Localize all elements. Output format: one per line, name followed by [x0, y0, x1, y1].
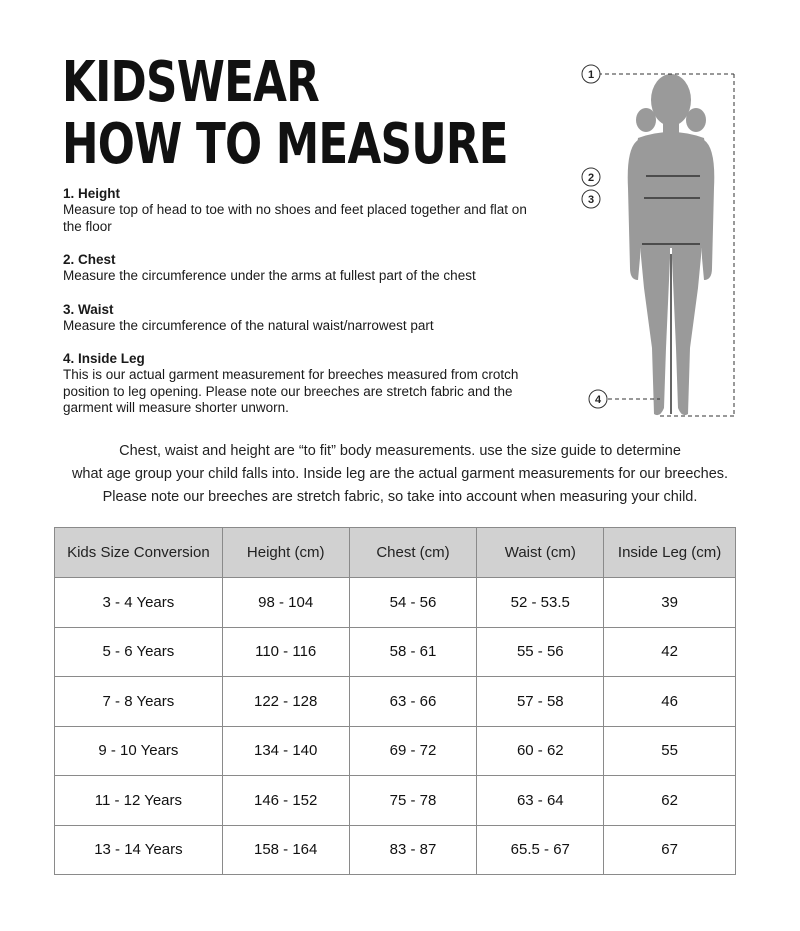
- table-cell: 13 - 14 Years: [55, 825, 223, 875]
- step-text: Measure the circumference of the natural waist/narrowest part: [63, 317, 434, 333]
- child-silhouette-figure: [560, 58, 760, 428]
- step-inside-leg: [63, 351, 533, 417]
- table-cell: 83 - 87: [349, 825, 477, 875]
- table-cell: 3 - 4 Years: [55, 578, 223, 628]
- table-cell: 46: [604, 677, 736, 727]
- step-heading: 4. Inside Leg: [63, 351, 145, 366]
- marker-4-label: 4: [594, 394, 602, 406]
- step-height: [63, 186, 533, 235]
- title-line-how-to-measure: HOW TO MEASURE: [62, 112, 508, 177]
- column-header-chest: Chest (cm): [349, 528, 477, 578]
- table-cell: 146 - 152: [222, 776, 349, 826]
- note-line-1: Chest, waist and height are “to fit” body measurements. use the size guide to determine: [119, 443, 681, 459]
- table-row: [55, 627, 736, 677]
- table-cell: 57 - 58: [477, 677, 604, 727]
- step-heading: 2. Chest: [63, 252, 116, 267]
- column-header-height: Height (cm): [222, 528, 349, 578]
- table-cell: 54 - 56: [349, 578, 477, 628]
- table-cell: 63 - 64: [477, 776, 604, 826]
- table-cell: 65.5 - 67: [477, 825, 604, 875]
- table-cell: 75 - 78: [349, 776, 477, 826]
- column-header-inside-leg: Inside Leg (cm): [604, 528, 736, 578]
- table-cell: 98 - 104: [222, 578, 349, 628]
- measurement-instructions: [63, 186, 533, 434]
- size-chart-table: [54, 527, 736, 875]
- column-header-size: Kids Size Conversion: [55, 528, 223, 578]
- page-title: [62, 52, 508, 176]
- table-row: [55, 776, 736, 826]
- table-cell: 9 - 10 Years: [55, 726, 223, 776]
- table-row: [55, 825, 736, 875]
- step-text: Measure top of head to toe with no shoes and feet placed together and flat on the floor: [63, 202, 527, 234]
- table-cell: 158 - 164: [222, 825, 349, 875]
- step-text: Measure the circumference under the arms at fullest part of the chest: [63, 268, 476, 283]
- table-row: [55, 677, 736, 727]
- table-row: [55, 578, 736, 628]
- table-cell: 5 - 6 Years: [55, 627, 223, 677]
- marker-1-label: 1: [587, 69, 595, 81]
- table-cell: 39: [604, 578, 736, 628]
- step-waist: [63, 302, 533, 335]
- table-cell: 122 - 128: [222, 677, 349, 727]
- step-text: This is our actual garment measurement for breeches measured from crotch position to leg opening. Please note our breeches are stretch fabric and the garment will measure shorter unworn.: [63, 367, 519, 415]
- marker-3-label: 3: [587, 194, 595, 206]
- column-header-waist: Waist (cm): [477, 528, 604, 578]
- table-cell: 60 - 62: [477, 726, 604, 776]
- table-cell: 55: [604, 726, 736, 776]
- marker-2-label: 2: [587, 172, 595, 184]
- step-heading: 1. Height: [63, 186, 121, 201]
- table-cell: 110 - 116: [222, 627, 349, 677]
- table-cell: 7 - 8 Years: [55, 677, 223, 727]
- table-cell: 11 - 12 Years: [55, 776, 223, 826]
- step-heading: 3. Waist: [63, 301, 114, 317]
- table-cell: 69 - 72: [349, 726, 477, 776]
- title-line-kidswear: KIDSWEAR: [62, 50, 320, 115]
- table-cell: 134 - 140: [222, 726, 349, 776]
- table-cell: 52 - 53.5: [477, 578, 604, 628]
- table-cell: 63 - 66: [349, 677, 477, 727]
- note-line-3: Please note our breeches are stretch fabric, so take into account when measuring your child.: [102, 489, 698, 505]
- table-cell: 67: [604, 825, 736, 875]
- fit-note: [40, 440, 760, 509]
- table-row: [55, 726, 736, 776]
- table-cell: 55 - 56: [477, 627, 604, 677]
- step-chest: [63, 252, 533, 285]
- table-cell: 62: [604, 776, 736, 826]
- table-cell: 58 - 61: [349, 627, 477, 677]
- table-cell: 42: [604, 627, 736, 677]
- table-header-row: [55, 528, 736, 578]
- note-line-2: what age group your child falls into. Inside leg are the actual garment measurements for our breeches.: [71, 466, 729, 482]
